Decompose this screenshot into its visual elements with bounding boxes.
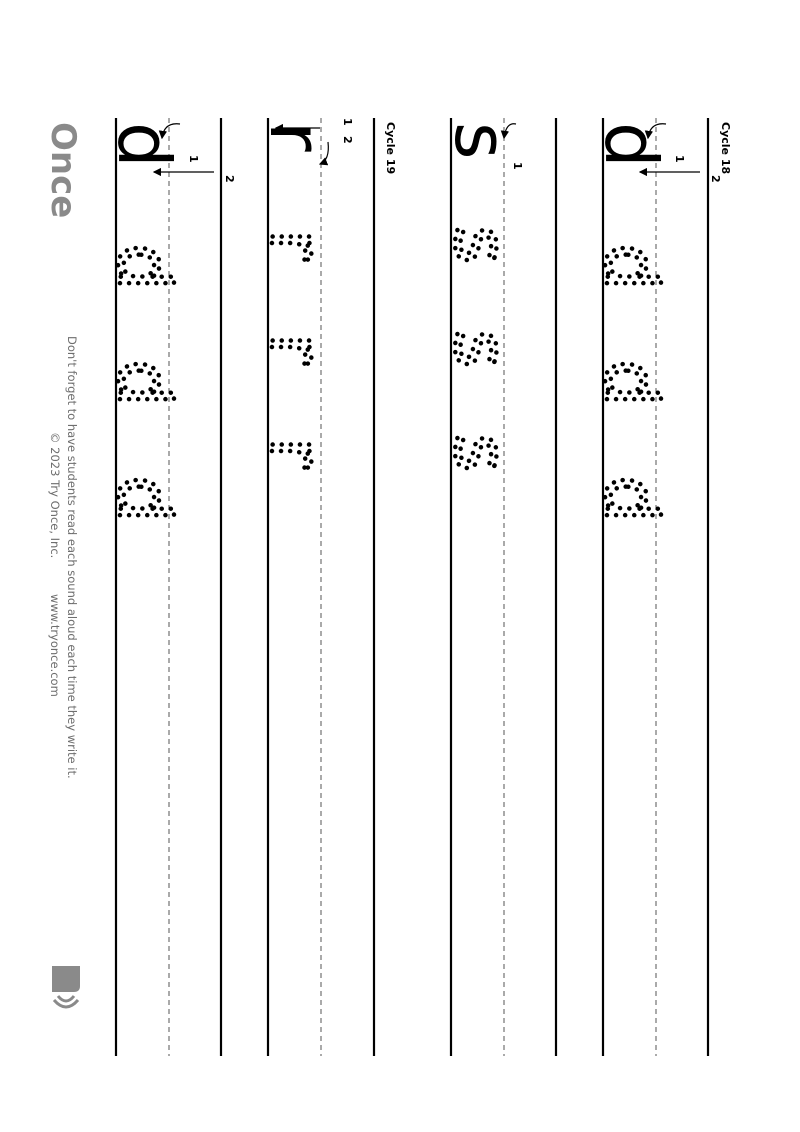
model-letter: d — [589, 122, 673, 168]
trace-letter: r — [254, 334, 338, 364]
stroke-number: 1 — [341, 118, 354, 126]
trace-letter: d — [589, 244, 673, 290]
footer-note: Don't forget to have students read each sound aloud each time they write it. — [65, 336, 79, 779]
cycle-label-row3: Cycle 19 — [384, 122, 397, 175]
brand-logo-text: Once — [43, 122, 83, 219]
stroke-number: 2 — [223, 175, 236, 183]
trace-letter: d — [102, 360, 186, 406]
trace-letter: d — [102, 476, 186, 522]
trace-letter: d — [589, 476, 673, 522]
stroke-number: 2 — [341, 136, 354, 144]
stroke-number: 1 — [187, 155, 200, 163]
stroke-number: 2 — [709, 175, 722, 183]
speaker-logo-icon — [52, 966, 80, 1007]
model-letter: d — [102, 122, 186, 168]
trace-letter: r — [254, 438, 338, 468]
trace-letters — [102, 226, 673, 522]
trace-letter: s — [439, 330, 523, 368]
trace-letter: s — [439, 226, 523, 264]
footer-copyright: © 2023 Try Once, Inc. — [48, 432, 62, 559]
model-letter: s — [439, 122, 523, 160]
trace-letter: d — [102, 244, 186, 290]
stroke-number: 1 — [511, 162, 524, 170]
trace-letter: s — [439, 434, 523, 472]
trace-letter: d — [589, 360, 673, 406]
trace-letter: r — [254, 230, 338, 260]
cycle-label-row1: Cycle 18 — [719, 122, 732, 175]
footer-website: www.tryonce.com — [48, 594, 62, 697]
stroke-number: 1 — [673, 155, 686, 163]
model-letter: r — [254, 122, 338, 152]
